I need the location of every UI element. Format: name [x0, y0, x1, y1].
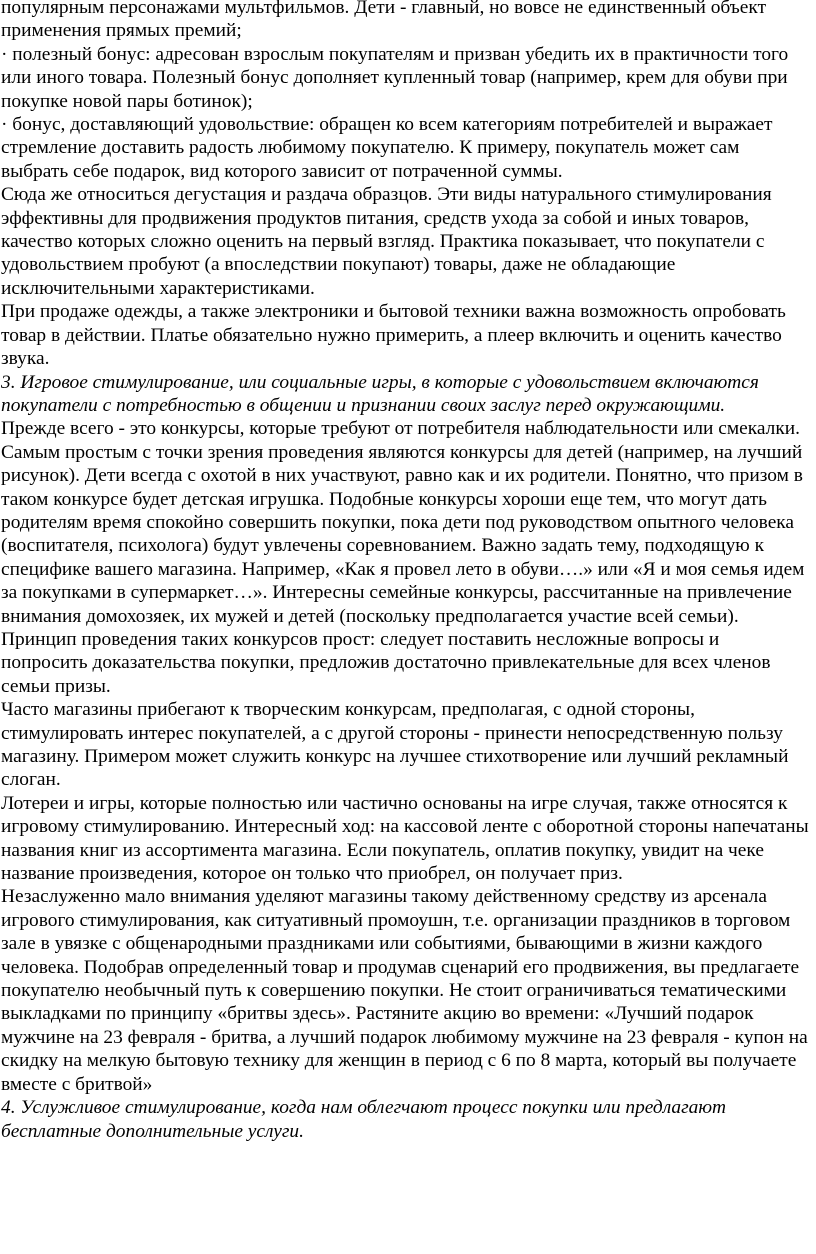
paragraph-pleasure-bonus: · бонус, доставляющий удовольствие: обращен ко всем категориям потребителей и выражает стремление доставить радость любимому покупателю. К примеру, покупатель может сам выбрать себе подарок, вид которого зависит от потраченной суммы.	[1, 114, 773, 182]
heading-game-stimulation: 3. Игровое стимулирование, или социальные игры, в которые с удовольствием включаются покупатели с потребностью в общении и признании своих заслуг перед окружающими.	[1, 371, 759, 416]
paragraph-tasting-samples: Сюда же относиться дегустация и раздача образцов. Эти виды натурального стимулирования эффективны для продвижения продуктов питания, средств ухода за собой и иных товаров, качество которых сложно оценить на первый взгляд. Практика показывает, что покупатели с удовольствием пробуют (а впоследствии покупают) товары, даже не обладающие исключительными характеристиками.	[1, 184, 772, 299]
paragraph-useful-bonus: · полезный бонус: адресован взрослым покупателям и призван убедить их в практичности того или иного товара. Полезный бонус дополняет купленный товар (например, крем для обуви при покупке новой пары ботинок);	[1, 43, 789, 112]
paragraph-try-product: При продаже одежды, а также электроники и бытовой техники важна возможность опробовать товар в действии. Платье обязательно нужно примерить, а плеер включить и оценить качество звука.	[1, 301, 786, 370]
paragraph-contests: Прежде всего - это конкурсы, которые требуют от потребителя наблюдательности или смекалки. Самым простым с точки зрения проведения являются конкурсы для детей (например, на лучший рисунок). Дети всегда с охотой в них участвуют, равно как и их родители. Понятно, что призом в таком конкурсе будет детская игрушка. Подобные конкурсы хороши еще тем, что могут дать родителям время спокойно совершить покупки, пока дети под руководством опытного человека (воспитателя, психолога) будут увлечены соревнованием. Важно задать тему, подходящую к специфике вашего магазина. Например, «Как я провел лето в обуви….» или «Я и моя семья идем за покупками в супермаркет…». Интересны семейные конкурсы, рассчитанные на привлечение внимания домохозяек, их мужей и детей (поскольку предполагается участие всей семьи). Принцип проведения таких конкурсов прост: следует поставить несложные вопросы и попросить доказательства покупки, предложив достаточно привлекательные для всех членов семьи призы.	[1, 418, 805, 697]
heading-service-stimulation: 4. Услужливое стимулирование, когда нам облегчают процесс покупки или предлагают бесплатные дополнительные услуги.	[1, 1097, 727, 1142]
paragraph-lotteries: Лотереи и игры, которые полностью или частично основаны на игре случая, также относятся к игровому стимулированию. Интересный ход: на кассовой ленте с оборотной стороны напечатаны названия книг из ассортимента магазина. Если покупатель, оплатив покупку, увидит на чеке название произведения, которое он только что приобрел, он получает приз.	[1, 792, 809, 885]
paragraph-situational-promotion: Незаслуженно мало внимания уделяют магазины такому действенному средству из арсенала игрового стимулирования, как ситуативный промоушн, т.е. организации праздников в торговом зале в увязке с общенародными праздниками или событиями, бывающими в жизни каждого человека. Подобрав определенный товар и продумав сценарий его продвижения, вы предлагаете покупателю необычный путь к совершению покупки. Не стоит ограничиваться тематическими выкладками по принципу «бритвы здесь». Растяните акцию во времени: «Лучший подарок мужчине на 23 февраля - бритва, а лучший подарок любимому мужчине на 23 февраля - купон на скидку на мелкую бытовую технику для женщин в период с 6 по 8 марта, который вы получаете вместе с бритвой»	[1, 886, 808, 1095]
paragraph-creative-contests: Часто магазины прибегают к творческим конкурсам, предполагая, с одной стороны, стимулировать интерес покупателей, а с другой стороны - принести непосредственную пользу магазину. Примером может служить конкурс на лучшее стихотворение или лучший рекламный слоган.	[1, 699, 789, 791]
paragraph-direct-premiums-end: популярным персонажами мультфильмов. Дети - главный, но вовсе не единственный объект применения прямых премий;	[1, 0, 767, 42]
